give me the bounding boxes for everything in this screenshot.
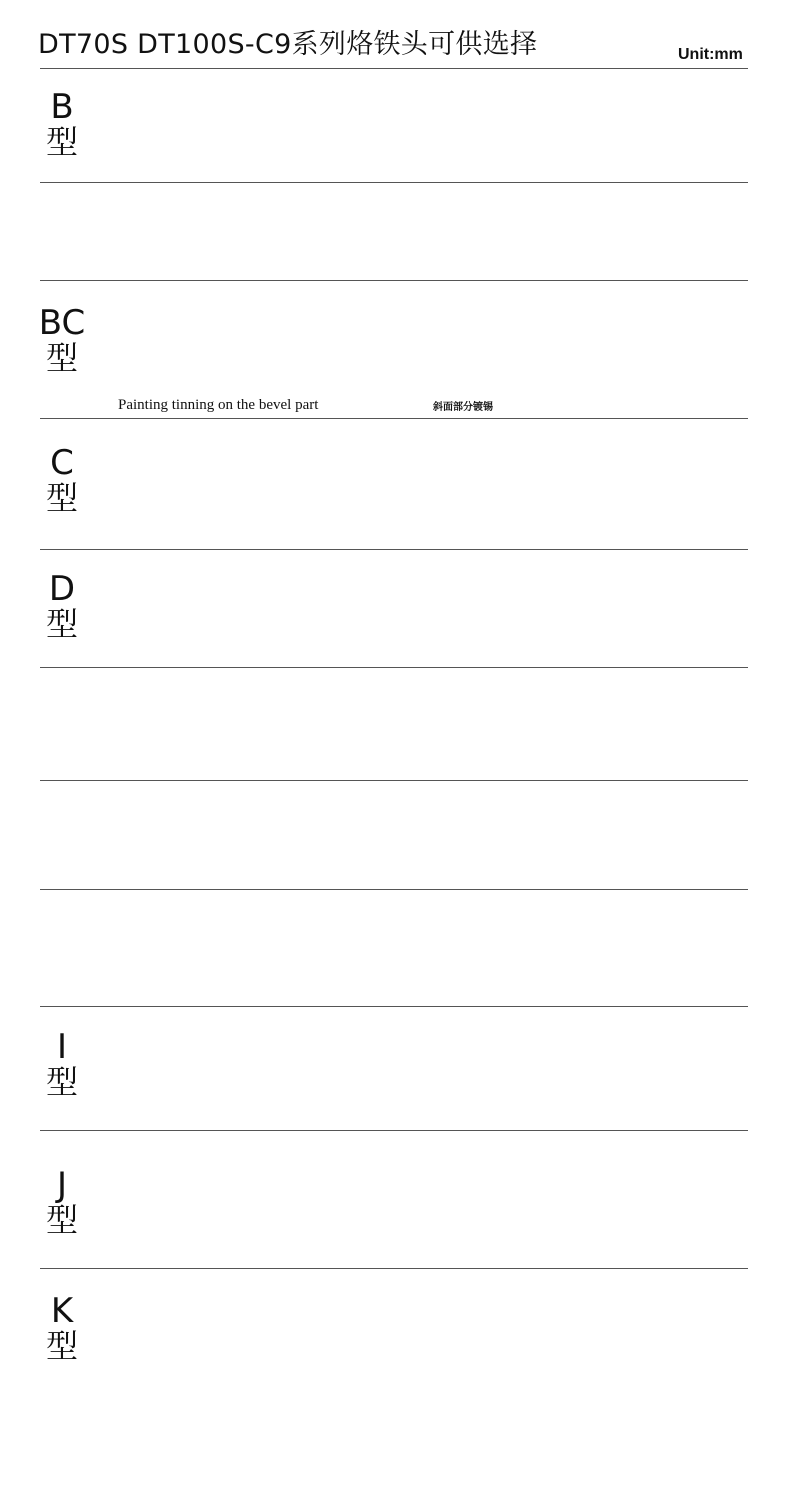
category-type: 型: [45, 123, 78, 161]
category-bc: [34, 303, 90, 377]
section-divider: [40, 68, 748, 69]
page-title: DT70S DT100S-C9系列烙铁头可供选择: [38, 29, 538, 60]
category-d: [38, 569, 86, 643]
category-letter: K: [50, 1291, 74, 1331]
category-k: [38, 1291, 86, 1365]
section-divider: [40, 549, 748, 550]
section-divider: [40, 1130, 748, 1131]
category-type: 型: [45, 605, 78, 643]
category-letter: C: [50, 443, 74, 483]
section-divider: [40, 667, 748, 668]
category-letter: B: [50, 87, 74, 127]
category-type: 型: [45, 339, 78, 377]
bevel-note-en: Painting tinning on the bevel part: [118, 397, 319, 413]
category-c: [38, 443, 86, 517]
category-letter: J: [56, 1165, 68, 1205]
category-type: 型: [45, 1201, 78, 1239]
section-divider: [40, 182, 748, 183]
category-j: [38, 1165, 86, 1239]
category-letter: I: [56, 1027, 68, 1067]
category-i: [38, 1027, 86, 1101]
section-divider: [40, 418, 748, 419]
unit-label: Unit:mm: [678, 46, 743, 63]
section-divider: [40, 889, 748, 890]
category-type: 型: [45, 479, 78, 517]
category-type: 型: [45, 1327, 78, 1365]
category-type: 型: [45, 1063, 78, 1101]
category-b: [38, 87, 86, 161]
category-letter: BC: [38, 303, 86, 343]
section-divider: [40, 280, 748, 281]
category-letter: D: [48, 569, 76, 609]
section-divider: [40, 1268, 748, 1269]
section-divider: [40, 1006, 748, 1007]
bevel-note-cn: 斜面部分镀锡: [433, 402, 493, 413]
section-divider: [40, 780, 748, 781]
